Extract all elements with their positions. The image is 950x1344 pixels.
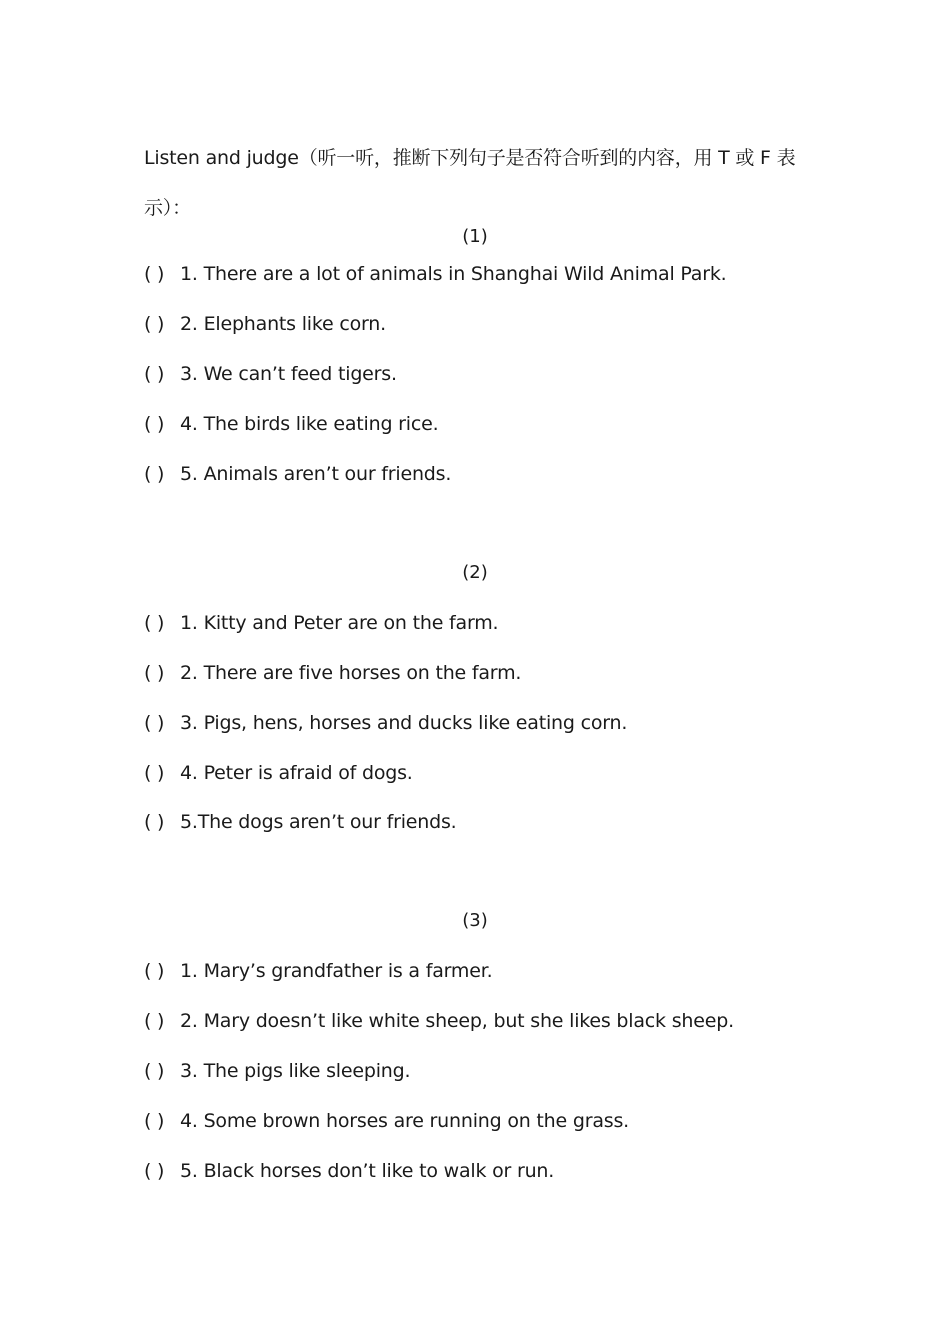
question-item — [144, 1007, 806, 1035]
question-item — [144, 1057, 806, 1085]
answer-blank[interactable]: ( ) — [144, 662, 165, 684]
answer-blank[interactable]: ( ) — [144, 413, 165, 435]
question-text: 1. There are a lot of animals in Shanghai Wild Animal Park. — [180, 263, 727, 285]
instruction — [144, 133, 806, 233]
question-item — [144, 759, 806, 787]
answer-blank[interactable]: ( ) — [144, 463, 165, 485]
question-text: 4. Peter is afraid of dogs. — [180, 762, 413, 784]
worksheet-page — [144, 0, 806, 1344]
question-text: 5.The dogs aren’t our friends. — [180, 811, 457, 833]
question-item — [144, 1157, 806, 1185]
question-item — [144, 410, 806, 438]
question-text: 4. Some brown horses are running on the grass. — [180, 1110, 629, 1132]
answer-blank[interactable]: ( ) — [144, 263, 165, 285]
answer-blank[interactable]: ( ) — [144, 960, 165, 982]
question-item — [144, 310, 806, 338]
question-item — [144, 808, 806, 836]
question-text: 2. Mary doesn’t like white sheep, but she likes black sheep. — [180, 1010, 734, 1032]
question-text: 3. The pigs like sleeping. — [180, 1060, 411, 1082]
answer-blank[interactable]: ( ) — [144, 1010, 165, 1032]
question-text: 1. Mary’s grandfather is a farmer. — [180, 960, 493, 982]
answer-blank[interactable]: ( ) — [144, 313, 165, 335]
question-item — [144, 260, 806, 288]
answer-blank[interactable]: ( ) — [144, 612, 165, 634]
question-item — [144, 709, 806, 737]
question-item — [144, 609, 806, 637]
answer-blank[interactable]: ( ) — [144, 363, 165, 385]
question-text: 4. The birds like eating rice. — [180, 413, 439, 435]
answer-blank[interactable]: ( ) — [144, 1110, 165, 1132]
question-text: 5. Animals aren’t our friends. — [180, 463, 452, 485]
instruction-line-2: 示）： — [144, 197, 191, 219]
question-text: 3. Pigs, hens, horses and ducks like eating corn. — [180, 712, 628, 734]
section-title-1: (1) — [462, 226, 488, 247]
question-text: 5. Black horses don’t like to walk or run. — [180, 1160, 555, 1182]
instruction-line-1: Listen and judge（听一听，推断下列句子是否符合听到的内容，用 T 或 F 表 — [144, 147, 796, 169]
answer-blank[interactable]: ( ) — [144, 712, 165, 734]
section-title-3: (3) — [462, 910, 488, 931]
answer-blank[interactable]: ( ) — [144, 1060, 165, 1082]
answer-blank[interactable]: ( ) — [144, 811, 165, 833]
question-text: 1. Kitty and Peter are on the farm. — [180, 612, 499, 634]
answer-blank[interactable]: ( ) — [144, 762, 165, 784]
question-item — [144, 957, 806, 985]
question-item — [144, 1107, 806, 1135]
question-text: 2. There are five horses on the farm. — [180, 662, 522, 684]
question-text: 3. We can’t feed tigers. — [180, 363, 397, 385]
question-item — [144, 360, 806, 388]
question-item — [144, 659, 806, 687]
answer-blank[interactable]: ( ) — [144, 1160, 165, 1182]
question-item — [144, 460, 806, 488]
section-title-2: (2) — [462, 562, 488, 583]
question-text: 2. Elephants like corn. — [180, 313, 386, 335]
